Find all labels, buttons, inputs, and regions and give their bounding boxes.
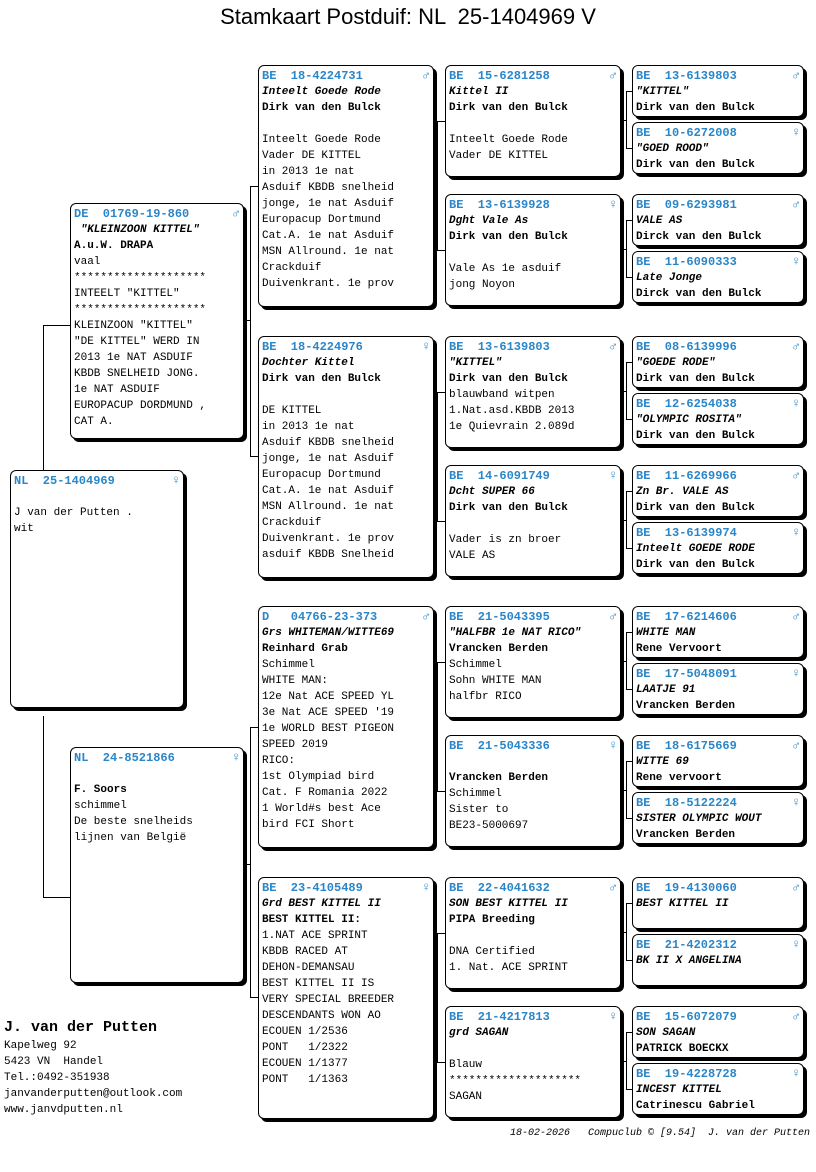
male-symbol-icon: ♂ bbox=[792, 339, 800, 354]
card-header bbox=[262, 339, 430, 355]
ring-number: BE 13-6139974 bbox=[636, 526, 737, 540]
ring-number: BE 09-6293981 bbox=[636, 198, 737, 212]
card-text-line: Grd BEST KITTEL II bbox=[262, 898, 381, 910]
card-text-line: Dirk van den Bulck bbox=[449, 102, 568, 114]
connector-line bbox=[434, 456, 438, 457]
card-text-line: ECOUEN 1/1377 bbox=[262, 1058, 348, 1070]
card-text-line: "DE KITTEL" WERD IN bbox=[74, 336, 200, 348]
card-text-line: Grs WHITEMAN/WITTE69 bbox=[262, 627, 395, 639]
card-text-line: Vrancken Berden bbox=[449, 643, 549, 655]
owner-phone: Tel.:0492-351938 bbox=[4, 1072, 110, 1084]
card-text-line: ECOUEN 1/2536 bbox=[262, 1026, 348, 1038]
pigeon-card-ff[interactable] bbox=[258, 65, 434, 307]
pigeon-card-subject[interactable] bbox=[10, 470, 184, 708]
female-symbol-icon: ♀ bbox=[792, 396, 800, 411]
card-text-line: Dirk van den Bulck bbox=[449, 373, 568, 385]
connector-line bbox=[434, 185, 438, 186]
pigeon-card-g10[interactable] bbox=[632, 663, 804, 715]
card-text-line bbox=[449, 1041, 617, 1057]
ring-number: BE 19-4228728 bbox=[636, 1067, 737, 1081]
pigeon-card-g2[interactable] bbox=[632, 122, 804, 174]
card-header bbox=[449, 1009, 617, 1025]
card-text-line: VALE AS bbox=[449, 550, 496, 562]
card-text-line: Dirk van den Bulck bbox=[636, 102, 755, 114]
pigeon-card-g3[interactable] bbox=[632, 194, 804, 246]
card-header bbox=[636, 68, 800, 84]
ring-number: BE 13-6139803 bbox=[636, 69, 737, 83]
male-symbol-icon: ♂ bbox=[792, 609, 800, 624]
card-text-line: Dirk van den Bulck bbox=[636, 430, 755, 442]
card-text-line: grd SAGAN bbox=[449, 1027, 509, 1039]
connector-line bbox=[622, 120, 627, 121]
card-text-line: A.u.W. DRAPA bbox=[74, 240, 154, 252]
card-text-line: "OLYMPIC ROSITA" bbox=[636, 414, 742, 426]
connector-line bbox=[434, 726, 438, 727]
pigeon-card-g12[interactable] bbox=[632, 792, 804, 844]
ring-number: BE 12-6254038 bbox=[636, 397, 737, 411]
ring-number: BE 21-5043395 bbox=[449, 610, 550, 624]
card-text-line: Cat. F Romania 2022 bbox=[262, 787, 388, 799]
card-header bbox=[449, 197, 617, 213]
card-text-line: PIPA Breeding bbox=[449, 914, 535, 926]
card-text-line: 1.Nat.asd.KBDB 2013 bbox=[449, 405, 575, 417]
card-header bbox=[636, 197, 800, 213]
card-text-line: blauwband witpen bbox=[449, 389, 555, 401]
connector-line bbox=[250, 186, 251, 457]
male-symbol-icon: ♂ bbox=[792, 880, 800, 895]
card-text-line: 12e Nat ACE SPEED YL bbox=[262, 691, 395, 703]
pigeon-card-fmm[interactable] bbox=[445, 465, 621, 577]
connector-line bbox=[622, 790, 627, 791]
female-symbol-icon: ♀ bbox=[792, 937, 800, 952]
ring-number: BE 17-5048091 bbox=[636, 667, 737, 681]
card-text-line: Dirk van den Bulck bbox=[449, 231, 568, 243]
ring-number: BE 11-6090333 bbox=[636, 255, 737, 269]
card-header bbox=[262, 609, 430, 625]
male-symbol-icon: ♂ bbox=[792, 197, 800, 212]
ring-number: BE 15-6072079 bbox=[636, 1010, 737, 1024]
card-text-line bbox=[449, 754, 617, 770]
ring-number: BE 19-4130060 bbox=[636, 881, 737, 895]
card-text-line: Inteelt Goede Rode bbox=[262, 134, 381, 146]
card-text-line: MSN Allround. 1e nat bbox=[262, 501, 395, 513]
card-text-line: Vrancken Berden bbox=[449, 772, 549, 784]
ring-number: BE 21-5043336 bbox=[449, 739, 550, 753]
pigeon-card-g6[interactable] bbox=[632, 393, 804, 445]
card-text-line bbox=[636, 912, 800, 928]
card-text-line: "KITTEL" bbox=[636, 86, 689, 98]
connector-line bbox=[250, 727, 251, 998]
pigeon-card-g9[interactable] bbox=[632, 606, 804, 658]
card-text-line: jonge, 1e nat Asduif bbox=[262, 198, 395, 210]
card-text-line: SISTER OLYMPIC WOUT bbox=[636, 813, 762, 825]
card-text-line: WITTE 69 bbox=[636, 756, 689, 768]
card-text-line: "GOED ROOD" bbox=[636, 143, 709, 155]
card-text-line: Vale As 1e asduif bbox=[449, 263, 562, 275]
card-text-line: Asduif KBDB snelheid bbox=[262, 437, 395, 449]
card-text-line: halfbr RICO bbox=[449, 691, 522, 703]
ring-number: BE 23-4105489 bbox=[262, 881, 363, 895]
ring-number: BE 13-6139928 bbox=[449, 198, 550, 212]
pigeon-card-g1[interactable] bbox=[632, 65, 804, 117]
card-text-line: Kittel II bbox=[449, 86, 509, 98]
male-symbol-icon: ♂ bbox=[792, 68, 800, 83]
connector-line bbox=[622, 520, 627, 521]
card-text-line: jong Noyon bbox=[449, 279, 516, 291]
card-text-line: 1e WORLD BEST PIGEON bbox=[262, 723, 395, 735]
ring-number: BE 17-6214606 bbox=[636, 610, 737, 624]
card-header bbox=[636, 738, 800, 754]
card-text-line: 1 World#s best Ace bbox=[262, 803, 381, 815]
card-text-line: Cat.A. 1e nat Asduif bbox=[262, 485, 395, 497]
male-symbol-icon: ♂ bbox=[792, 468, 800, 483]
card-header bbox=[636, 125, 800, 141]
card-text-line: 1. Nat. ACE SPRINT bbox=[449, 962, 568, 974]
card-header bbox=[636, 880, 800, 896]
card-text-line: PONT 1/1363 bbox=[262, 1074, 348, 1086]
ring-number: BE 15-6281258 bbox=[449, 69, 550, 83]
female-symbol-icon: ♀ bbox=[609, 1009, 617, 1024]
card-text-line: INTEELT "KITTEL" bbox=[74, 288, 180, 300]
owner-postcode: 5423 VN Handel bbox=[4, 1056, 104, 1068]
pigeon-card-g13[interactable] bbox=[632, 877, 804, 929]
card-text-line: in 2013 1e nat bbox=[262, 166, 355, 178]
card-text-line: "KLEINZOON KITTEL" bbox=[74, 224, 200, 236]
card-header bbox=[74, 750, 240, 766]
card-header bbox=[449, 738, 617, 754]
card-text-line: lijnen van België bbox=[74, 832, 187, 844]
card-text-line: "GOEDE RODE" bbox=[636, 357, 716, 369]
card-text-line: Dirk van den Bulck bbox=[636, 559, 755, 571]
card-text-line: Dirk van den Bulck bbox=[262, 373, 381, 385]
card-text-line: Dirk van den Bulck bbox=[262, 102, 381, 114]
card-text-line: DE KITTEL bbox=[262, 405, 322, 417]
card-text-line: Crackduif bbox=[262, 262, 322, 274]
male-symbol-icon: ♂ bbox=[609, 880, 617, 895]
male-symbol-icon: ♂ bbox=[792, 738, 800, 753]
card-text-line: Dirk van den Bulck bbox=[636, 502, 755, 514]
pigeon-card-g16[interactable] bbox=[632, 1063, 804, 1115]
card-header bbox=[14, 473, 180, 489]
card-text-line: Catrinescu Gabriel bbox=[636, 1100, 755, 1112]
ring-number: BE 18-6175669 bbox=[636, 739, 737, 753]
card-text-line: "KITTEL" bbox=[449, 357, 502, 369]
card-header bbox=[449, 468, 617, 484]
card-text-line: asduif KBDB Snelheid bbox=[262, 549, 395, 561]
card-text-line: jonge, 1e nat Asduif bbox=[262, 453, 395, 465]
ring-number: BE 18-5122224 bbox=[636, 796, 737, 810]
card-text-line: KBDB SNELHEID JONG. bbox=[74, 368, 200, 380]
card-header bbox=[636, 666, 800, 682]
card-text-line: Dirk van den Bulck bbox=[449, 502, 568, 514]
card-text-line: VERY SPECIAL BREEDER bbox=[262, 994, 395, 1006]
card-text-line bbox=[262, 116, 430, 132]
female-symbol-icon: ♀ bbox=[609, 197, 617, 212]
card-text-line bbox=[449, 516, 617, 532]
card-header bbox=[636, 339, 800, 355]
card-text-line: Schimmel bbox=[262, 659, 315, 671]
card-text-line: Dirk van den Bulck bbox=[636, 159, 755, 171]
card-text-line: Rene vervoort bbox=[636, 772, 722, 784]
ring-number: BE 08-6139996 bbox=[636, 340, 737, 354]
ring-number: BE 18-4224976 bbox=[262, 340, 363, 354]
card-text-line: Inteelt Goede Rode bbox=[262, 86, 381, 98]
card-text-line: KBDB RACED AT bbox=[262, 946, 348, 958]
card-text-line: Crackduif bbox=[262, 517, 322, 529]
pigeon-card-g4[interactable] bbox=[632, 251, 804, 303]
connector-line bbox=[622, 249, 627, 250]
pigeon-card-mfm[interactable] bbox=[445, 735, 621, 847]
card-header bbox=[636, 795, 800, 811]
connector-line bbox=[622, 391, 627, 392]
ring-number: BE 13-6139803 bbox=[449, 340, 550, 354]
card-header bbox=[636, 937, 800, 953]
male-symbol-icon: ♂ bbox=[422, 609, 430, 624]
pigeon-card-mf[interactable] bbox=[258, 606, 434, 848]
card-text-line: KLEINZOON "KITTEL" bbox=[74, 320, 193, 332]
owner-name: J. van der Putten bbox=[4, 1019, 158, 1036]
card-text-line: Vader is zn broer bbox=[449, 534, 562, 546]
card-header bbox=[449, 609, 617, 625]
card-text-line: Schimmel bbox=[449, 788, 502, 800]
pigeon-card-g15[interactable] bbox=[632, 1006, 804, 1058]
card-text-line: Vader DE KITTEL bbox=[449, 150, 549, 162]
pigeon-card-g14[interactable] bbox=[632, 934, 804, 986]
female-symbol-icon: ♀ bbox=[609, 738, 617, 753]
card-header bbox=[636, 396, 800, 412]
card-text-line: Late Jonge bbox=[636, 272, 703, 284]
male-symbol-icon: ♂ bbox=[232, 206, 240, 221]
card-text-line: Vader DE KITTEL bbox=[262, 150, 362, 162]
card-text-line: bird FCI Short bbox=[262, 819, 355, 831]
card-text-line: Dirck van den Bulck bbox=[636, 231, 762, 243]
connector-line bbox=[434, 996, 438, 997]
female-symbol-icon: ♀ bbox=[792, 125, 800, 140]
ring-number: D 04766-23-373 bbox=[262, 610, 378, 624]
card-header bbox=[74, 206, 240, 222]
card-text-line: BEST KITTEL II: bbox=[262, 914, 362, 926]
ring-number: BE 10-6272008 bbox=[636, 126, 737, 140]
card-text-line: Vrancken Berden bbox=[636, 829, 736, 841]
male-symbol-icon: ♂ bbox=[792, 1009, 800, 1024]
card-text-line: "HALFBR 1e NAT RICO" bbox=[449, 627, 582, 639]
card-header bbox=[636, 1066, 800, 1082]
card-text-line bbox=[449, 928, 617, 944]
footer-credit: 18-02-2026 Compuclub © [9.54] J. van der Putten bbox=[509, 1128, 810, 1139]
card-text-line: DESCENDANTS WON AO bbox=[262, 1010, 381, 1022]
female-symbol-icon: ♀ bbox=[792, 525, 800, 540]
female-symbol-icon: ♀ bbox=[172, 473, 180, 488]
pigeon-card-g7[interactable] bbox=[632, 465, 804, 517]
female-symbol-icon: ♀ bbox=[792, 1066, 800, 1081]
card-text-line: J van der Putten . bbox=[14, 507, 133, 519]
card-text-line: SON BEST KITTEL II bbox=[449, 898, 568, 910]
card-text-line: INCEST KITTEL bbox=[636, 1084, 722, 1096]
card-text-line: Inteelt GOEDE RODE bbox=[636, 543, 755, 555]
pigeon-card-fmf[interactable] bbox=[445, 336, 621, 448]
card-text-line: ******************** bbox=[74, 304, 207, 316]
pigeon-card-g11[interactable] bbox=[632, 735, 804, 787]
card-header bbox=[636, 254, 800, 270]
card-text-line: BK II X ANGELINA bbox=[636, 955, 742, 967]
card-text-line: 2013 1e NAT ASDUIF bbox=[74, 352, 193, 364]
card-text-line: SAGAN bbox=[449, 1091, 483, 1103]
card-text-line: 1e Quievrain 2.089d bbox=[449, 421, 575, 433]
card-text-line: Duivenkrant. 1e prov bbox=[262, 533, 395, 545]
female-symbol-icon: ♀ bbox=[609, 468, 617, 483]
card-text-line: Dirk van den Bulck bbox=[636, 373, 755, 385]
pigeon-card-fff[interactable] bbox=[445, 65, 621, 177]
card-text-line: BEST KITTEL II IS bbox=[262, 978, 375, 990]
card-text-line: 3e Nat ACE SPEED '19 bbox=[262, 707, 395, 719]
card-text-line: BE23-5000697 bbox=[449, 820, 529, 832]
connector-line bbox=[43, 325, 44, 471]
card-header bbox=[636, 525, 800, 541]
card-text-line: WHITE MAN bbox=[636, 627, 696, 639]
card-text-line: BEST KITTEL II bbox=[636, 898, 729, 910]
owner-address: Kapelweg 92 bbox=[4, 1040, 77, 1052]
card-header bbox=[449, 68, 617, 84]
connector-line bbox=[437, 933, 438, 1062]
female-symbol-icon: ♀ bbox=[792, 666, 800, 681]
card-text-line: Duivenkrant. 1e prov bbox=[262, 278, 395, 290]
card-text-line: 1e NAT ASDUIF bbox=[74, 384, 160, 396]
pigeon-card-ffm[interactable] bbox=[445, 194, 621, 306]
card-text-line: Zn Br. VALE AS bbox=[636, 486, 729, 498]
card-header bbox=[636, 609, 800, 625]
card-text-line: MSN Allround. 1e nat bbox=[262, 246, 395, 258]
owner-block bbox=[4, 1018, 182, 1118]
connector-line bbox=[244, 864, 251, 865]
female-symbol-icon: ♀ bbox=[422, 339, 430, 354]
card-header bbox=[636, 468, 800, 484]
card-header bbox=[449, 339, 617, 355]
card-text-line: Reinhard Grab bbox=[262, 643, 348, 655]
ring-number: DE 01769-19-860 bbox=[74, 207, 190, 221]
owner-email[interactable]: janvanderputten@outlook.com bbox=[4, 1088, 183, 1100]
card-text-line: Dcht SUPER 66 bbox=[449, 486, 535, 498]
card-text-line: WHITE MAN: bbox=[262, 675, 329, 687]
connector-line bbox=[622, 661, 627, 662]
male-symbol-icon: ♂ bbox=[609, 68, 617, 83]
card-text-line: ******************** bbox=[449, 1075, 582, 1087]
card-text-line: F. Soors bbox=[74, 784, 127, 796]
card-text-line: RICO: bbox=[262, 755, 296, 767]
card-text-line: Europacup Dortmund bbox=[262, 214, 381, 226]
card-text-line: SON SAGAN bbox=[636, 1027, 696, 1039]
card-text-line: PONT 1/2322 bbox=[262, 1042, 348, 1054]
card-text-line: in 2013 1e nat bbox=[262, 421, 355, 433]
ring-number: BE 21-4202312 bbox=[636, 938, 737, 952]
card-header bbox=[262, 68, 430, 84]
pigeon-card-mff[interactable] bbox=[445, 606, 621, 718]
card-text-line: Dght Vale As bbox=[449, 215, 529, 227]
card-text-line: wit bbox=[14, 523, 34, 535]
card-header bbox=[262, 880, 430, 896]
card-text-line: LAATJE 91 bbox=[636, 684, 696, 696]
card-text-line: Dirck van den Bulck bbox=[636, 288, 762, 300]
card-header bbox=[449, 880, 617, 896]
female-symbol-icon: ♀ bbox=[792, 795, 800, 810]
card-text-line: 1st Olympiad bird bbox=[262, 771, 375, 783]
female-symbol-icon: ♀ bbox=[422, 880, 430, 895]
card-text-line bbox=[74, 766, 240, 782]
pigeon-card-g8[interactable] bbox=[632, 522, 804, 574]
connector-line bbox=[244, 320, 251, 321]
pigeon-card-mother[interactable] bbox=[70, 747, 244, 983]
connector-line bbox=[622, 1061, 627, 1062]
card-text-line: 1.NAT ACE SPRINT bbox=[262, 930, 368, 942]
card-text-line: Rene Vervoort bbox=[636, 643, 722, 655]
ring-number: NL 24-8521866 bbox=[74, 751, 175, 765]
ring-number: BE 22-4041632 bbox=[449, 881, 550, 895]
female-symbol-icon: ♀ bbox=[232, 750, 240, 765]
pigeon-card-father[interactable] bbox=[70, 203, 244, 439]
card-text-line bbox=[262, 387, 430, 403]
ring-number: NL 25-1404969 bbox=[14, 474, 115, 488]
card-text-line: Vrancken Berden bbox=[636, 700, 736, 712]
card-text-line: Cat.A. 1e nat Asduif bbox=[262, 230, 395, 242]
card-text-line: CAT A. bbox=[74, 416, 114, 428]
card-text-line: Sister to bbox=[449, 804, 509, 816]
card-header bbox=[636, 1009, 800, 1025]
male-symbol-icon: ♂ bbox=[609, 609, 617, 624]
card-text-line: De beste snelheids bbox=[74, 816, 193, 828]
card-text-line: VALE AS bbox=[636, 215, 683, 227]
card-text-line: DNA Certified bbox=[449, 946, 535, 958]
female-symbol-icon: ♀ bbox=[792, 254, 800, 269]
ring-number: BE 18-4224731 bbox=[262, 69, 363, 83]
card-text-line: schimmel bbox=[74, 800, 127, 812]
card-text-line bbox=[636, 969, 800, 985]
card-text-line: Europacup Dortmund bbox=[262, 469, 381, 481]
pigeon-card-mm[interactable] bbox=[258, 877, 434, 1119]
pigeon-card-g5[interactable] bbox=[632, 336, 804, 388]
page-title: Stamkaart Postduif: NL 25-1404969 V bbox=[220, 4, 596, 29]
card-text-line: Dochter Kittel bbox=[262, 357, 355, 369]
card-text-line: Inteelt Goede Rode bbox=[449, 134, 568, 146]
ring-number: BE 14-6091749 bbox=[449, 469, 550, 483]
pigeon-card-fm[interactable] bbox=[258, 336, 434, 578]
card-text-line bbox=[14, 489, 180, 505]
card-text-line: Asduif KBDB snelheid bbox=[262, 182, 395, 194]
card-text-line: ******************** bbox=[74, 272, 207, 284]
ring-number: BE 21-4217813 bbox=[449, 1010, 550, 1024]
card-text-line bbox=[449, 116, 617, 132]
ring-number: BE 11-6269966 bbox=[636, 469, 737, 483]
card-text-line: Schimmel bbox=[449, 659, 502, 671]
pigeon-card-mmf[interactable] bbox=[445, 877, 621, 989]
pigeon-card-mmm[interactable] bbox=[445, 1006, 621, 1118]
connector-line bbox=[43, 897, 71, 898]
card-text-line bbox=[449, 245, 617, 261]
male-symbol-icon: ♂ bbox=[609, 339, 617, 354]
card-text-line: PATRICK BOECKX bbox=[636, 1043, 729, 1055]
male-symbol-icon: ♂ bbox=[422, 68, 430, 83]
connector-line bbox=[622, 932, 627, 933]
card-text-line: DEHON-DEMANSAU bbox=[262, 962, 355, 974]
connector-line bbox=[43, 325, 71, 326]
owner-website[interactable]: www.janvdputten.nl bbox=[4, 1104, 123, 1116]
card-text-line: vaal bbox=[74, 256, 101, 268]
connector-line bbox=[43, 716, 44, 898]
card-text-line: SPEED 2019 bbox=[262, 739, 329, 751]
card-text-line: Sohn WHITE MAN bbox=[449, 675, 542, 687]
card-text-line: Blauw bbox=[449, 1059, 483, 1071]
card-text-line: EUROPACUP DORDMUND , bbox=[74, 400, 207, 412]
